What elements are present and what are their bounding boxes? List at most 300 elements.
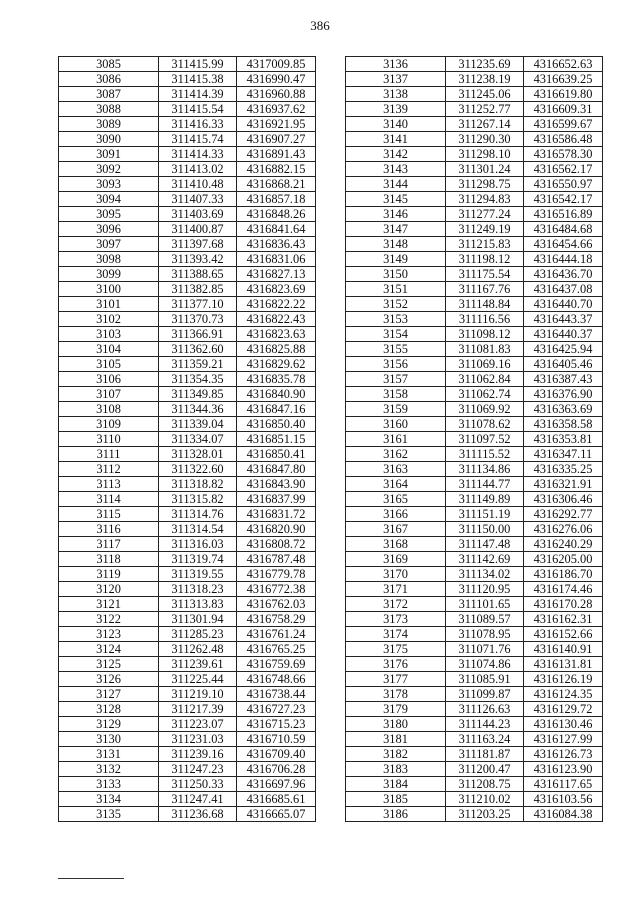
- point-number-cell: 3120: [59, 582, 159, 597]
- y-coordinate-cell: 4316808.72: [237, 537, 316, 552]
- y-coordinate-cell: 4316772.38: [237, 582, 316, 597]
- table-row: [346, 312, 603, 327]
- point-number-cell: 3093: [59, 177, 159, 192]
- x-coordinate-cell: 311219.10: [159, 687, 237, 702]
- table-row: [59, 582, 316, 597]
- table-row: [59, 387, 316, 402]
- y-coordinate-cell: 4316765.25: [237, 642, 316, 657]
- point-number-cell: 3090: [59, 132, 159, 147]
- table-row: [59, 162, 316, 177]
- table-row: [346, 417, 603, 432]
- x-coordinate-cell: 311262.48: [159, 642, 237, 657]
- x-coordinate-cell: 311415.38: [159, 72, 237, 87]
- point-number-cell: 3151: [346, 282, 446, 297]
- table-row: [346, 627, 603, 642]
- x-coordinate-cell: 311315.82: [159, 492, 237, 507]
- table-row: [59, 507, 316, 522]
- x-coordinate-cell: 311208.75: [446, 777, 524, 792]
- y-coordinate-cell: 4316443.37: [524, 312, 603, 327]
- y-coordinate-cell: 4316516.89: [524, 207, 603, 222]
- y-coordinate-cell: 4316738.44: [237, 687, 316, 702]
- y-coordinate-cell: 4316822.43: [237, 312, 316, 327]
- point-number-cell: 3130: [59, 732, 159, 747]
- point-number-cell: 3100: [59, 282, 159, 297]
- point-number-cell: 3144: [346, 177, 446, 192]
- table-row: [346, 462, 603, 477]
- y-coordinate-cell: 4316831.72: [237, 507, 316, 522]
- y-coordinate-cell: 4316685.61: [237, 792, 316, 807]
- x-coordinate-cell: 311120.95: [446, 582, 524, 597]
- x-coordinate-cell: 311134.02: [446, 567, 524, 582]
- table-row: [59, 747, 316, 762]
- y-coordinate-cell: 4316825.88: [237, 342, 316, 357]
- y-coordinate-cell: 4316550.97: [524, 177, 603, 192]
- table-row: [346, 432, 603, 447]
- y-coordinate-cell: 4316117.65: [524, 777, 603, 792]
- point-number-cell: 3180: [346, 717, 446, 732]
- x-coordinate-cell: 311078.62: [446, 417, 524, 432]
- x-coordinate-cell: 311407.33: [159, 192, 237, 207]
- point-number-cell: 3179: [346, 702, 446, 717]
- x-coordinate-cell: 311217.39: [159, 702, 237, 717]
- table-row: [59, 327, 316, 342]
- y-coordinate-cell: 4316820.90: [237, 522, 316, 537]
- table-row: [346, 357, 603, 372]
- x-coordinate-cell: 311400.87: [159, 222, 237, 237]
- point-number-cell: 3118: [59, 552, 159, 567]
- point-number-cell: 3116: [59, 522, 159, 537]
- x-coordinate-cell: 311414.39: [159, 87, 237, 102]
- point-number-cell: 3156: [346, 357, 446, 372]
- table-row: [346, 477, 603, 492]
- point-number-cell: 3146: [346, 207, 446, 222]
- y-coordinate-cell: 4316921.95: [237, 117, 316, 132]
- y-coordinate-cell: 4316891.43: [237, 147, 316, 162]
- point-number-cell: 3103: [59, 327, 159, 342]
- point-number-cell: 3123: [59, 627, 159, 642]
- y-coordinate-cell: 4316124.35: [524, 687, 603, 702]
- table-row: [59, 627, 316, 642]
- table-row: [59, 132, 316, 147]
- x-coordinate-cell: 311298.10: [446, 147, 524, 162]
- table-row: [346, 732, 603, 747]
- table-row: [59, 567, 316, 582]
- point-number-cell: 3086: [59, 72, 159, 87]
- point-number-cell: 3125: [59, 657, 159, 672]
- x-coordinate-cell: 311354.35: [159, 372, 237, 387]
- x-coordinate-cell: 311235.69: [446, 57, 524, 72]
- point-number-cell: 3095: [59, 207, 159, 222]
- x-coordinate-cell: 311148.84: [446, 297, 524, 312]
- point-number-cell: 3175: [346, 642, 446, 657]
- table-row: [346, 387, 603, 402]
- x-coordinate-cell: 311181.87: [446, 747, 524, 762]
- point-number-cell: 3160: [346, 417, 446, 432]
- table-row: [346, 147, 603, 162]
- table-row: [59, 102, 316, 117]
- y-coordinate-cell: 4316131.81: [524, 657, 603, 672]
- x-coordinate-cell: 311415.99: [159, 57, 237, 72]
- y-coordinate-cell: 4316907.27: [237, 132, 316, 147]
- point-number-cell: 3106: [59, 372, 159, 387]
- x-coordinate-cell: 311349.85: [159, 387, 237, 402]
- table-row: [59, 522, 316, 537]
- y-coordinate-cell: 4316823.69: [237, 282, 316, 297]
- table-row: [59, 657, 316, 672]
- x-coordinate-cell: 311414.33: [159, 147, 237, 162]
- coordinates-table-right: [345, 56, 603, 822]
- point-number-cell: 3182: [346, 747, 446, 762]
- x-coordinate-cell: 311151.19: [446, 507, 524, 522]
- y-coordinate-cell: 4316619.80: [524, 87, 603, 102]
- table-row: [59, 57, 316, 72]
- point-number-cell: 3119: [59, 567, 159, 582]
- x-coordinate-cell: 311062.84: [446, 372, 524, 387]
- y-coordinate-cell: 4316130.46: [524, 717, 603, 732]
- point-number-cell: 3176: [346, 657, 446, 672]
- point-number-cell: 3166: [346, 507, 446, 522]
- table-row: [346, 447, 603, 462]
- point-number-cell: 3096: [59, 222, 159, 237]
- point-number-cell: 3134: [59, 792, 159, 807]
- x-coordinate-cell: 311239.16: [159, 747, 237, 762]
- table-row: [346, 162, 603, 177]
- y-coordinate-cell: 4316405.46: [524, 357, 603, 372]
- table-row: [346, 222, 603, 237]
- point-number-cell: 3168: [346, 537, 446, 552]
- point-number-cell: 3099: [59, 267, 159, 282]
- y-coordinate-cell: 4316542.17: [524, 192, 603, 207]
- y-coordinate-cell: 4316761.24: [237, 627, 316, 642]
- table-row: [59, 477, 316, 492]
- footnote-rule: [58, 878, 124, 879]
- table-row: [346, 807, 603, 822]
- table-row: [346, 507, 603, 522]
- table-row: [59, 192, 316, 207]
- x-coordinate-cell: 311410.48: [159, 177, 237, 192]
- table-row: [346, 237, 603, 252]
- x-coordinate-cell: 311074.86: [446, 657, 524, 672]
- point-number-cell: 3164: [346, 477, 446, 492]
- x-coordinate-cell: 311319.74: [159, 552, 237, 567]
- point-number-cell: 3165: [346, 492, 446, 507]
- x-coordinate-cell: 311239.61: [159, 657, 237, 672]
- point-number-cell: 3183: [346, 762, 446, 777]
- y-coordinate-cell: 4316335.25: [524, 462, 603, 477]
- table-row: [59, 417, 316, 432]
- table-row: [346, 492, 603, 507]
- point-number-cell: 3101: [59, 297, 159, 312]
- point-number-cell: 3085: [59, 57, 159, 72]
- table-row: [59, 492, 316, 507]
- table-row: [59, 552, 316, 567]
- table-row: [346, 87, 603, 102]
- x-coordinate-cell: 311200.47: [446, 762, 524, 777]
- y-coordinate-cell: 4316882.15: [237, 162, 316, 177]
- x-coordinate-cell: 311147.48: [446, 537, 524, 552]
- table-row: [346, 282, 603, 297]
- x-coordinate-cell: 311252.77: [446, 102, 524, 117]
- point-number-cell: 3177: [346, 672, 446, 687]
- point-number-cell: 3186: [346, 807, 446, 822]
- y-coordinate-cell: 4316454.66: [524, 237, 603, 252]
- point-number-cell: 3089: [59, 117, 159, 132]
- y-coordinate-cell: 4316440.70: [524, 297, 603, 312]
- y-coordinate-cell: 4316835.78: [237, 372, 316, 387]
- table-row: [346, 552, 603, 567]
- x-coordinate-cell: 311175.54: [446, 267, 524, 282]
- y-coordinate-cell: 4316276.06: [524, 522, 603, 537]
- point-number-cell: 3102: [59, 312, 159, 327]
- table-row: [346, 582, 603, 597]
- y-coordinate-cell: 4316847.16: [237, 402, 316, 417]
- table-row: [59, 117, 316, 132]
- x-coordinate-cell: 311314.76: [159, 507, 237, 522]
- y-coordinate-cell: 4316960.88: [237, 87, 316, 102]
- table-row: [59, 252, 316, 267]
- point-number-cell: 3107: [59, 387, 159, 402]
- y-coordinate-cell: 4316822.22: [237, 297, 316, 312]
- x-coordinate-cell: 311301.94: [159, 612, 237, 627]
- table-row: [59, 312, 316, 327]
- table-row: [59, 462, 316, 477]
- x-coordinate-cell: 311334.07: [159, 432, 237, 447]
- table-row: [346, 207, 603, 222]
- table-row: [346, 537, 603, 552]
- x-coordinate-cell: 311377.10: [159, 297, 237, 312]
- x-coordinate-cell: 311382.85: [159, 282, 237, 297]
- x-coordinate-cell: 311062.74: [446, 387, 524, 402]
- x-coordinate-cell: 311362.60: [159, 342, 237, 357]
- y-coordinate-cell: 4316715.23: [237, 717, 316, 732]
- y-coordinate-cell: 4316440.37: [524, 327, 603, 342]
- y-coordinate-cell: 4316103.56: [524, 792, 603, 807]
- y-coordinate-cell: 4316850.41: [237, 447, 316, 462]
- x-coordinate-cell: 311215.83: [446, 237, 524, 252]
- table-row: [346, 342, 603, 357]
- coordinates-table-left: [58, 56, 316, 822]
- x-coordinate-cell: 311115.52: [446, 447, 524, 462]
- table-row: [59, 732, 316, 747]
- x-coordinate-cell: 311116.56: [446, 312, 524, 327]
- y-coordinate-cell: 4316444.18: [524, 252, 603, 267]
- table-row: [346, 792, 603, 807]
- point-number-cell: 3109: [59, 417, 159, 432]
- x-coordinate-cell: 311339.04: [159, 417, 237, 432]
- y-coordinate-cell: 4316609.31: [524, 102, 603, 117]
- x-coordinate-cell: 311249.19: [446, 222, 524, 237]
- y-coordinate-cell: 4316831.06: [237, 252, 316, 267]
- table-row: [346, 372, 603, 387]
- table-row: [59, 147, 316, 162]
- x-coordinate-cell: 311415.54: [159, 102, 237, 117]
- point-number-cell: 3174: [346, 627, 446, 642]
- y-coordinate-cell: 4316759.69: [237, 657, 316, 672]
- x-coordinate-cell: 311250.33: [159, 777, 237, 792]
- table-row: [59, 282, 316, 297]
- y-coordinate-cell: 4316727.23: [237, 702, 316, 717]
- y-coordinate-cell: 4316152.66: [524, 627, 603, 642]
- point-number-cell: 3105: [59, 357, 159, 372]
- x-coordinate-cell: 311126.63: [446, 702, 524, 717]
- point-number-cell: 3126: [59, 672, 159, 687]
- point-number-cell: 3161: [346, 432, 446, 447]
- point-number-cell: 3155: [346, 342, 446, 357]
- x-coordinate-cell: 311142.69: [446, 552, 524, 567]
- y-coordinate-cell: 4316665.07: [237, 807, 316, 822]
- point-number-cell: 3184: [346, 777, 446, 792]
- point-number-cell: 3122: [59, 612, 159, 627]
- table-row: [59, 342, 316, 357]
- table-row: [59, 72, 316, 87]
- point-number-cell: 3136: [346, 57, 446, 72]
- y-coordinate-cell: 4316127.99: [524, 732, 603, 747]
- point-number-cell: 3167: [346, 522, 446, 537]
- table-row: [59, 177, 316, 192]
- point-number-cell: 3091: [59, 147, 159, 162]
- point-number-cell: 3108: [59, 402, 159, 417]
- table-row: [59, 702, 316, 717]
- y-coordinate-cell: 4316843.90: [237, 477, 316, 492]
- point-number-cell: 3113: [59, 477, 159, 492]
- y-coordinate-cell: 4316363.69: [524, 402, 603, 417]
- y-coordinate-cell: 4316387.43: [524, 372, 603, 387]
- y-coordinate-cell: 4317009.85: [237, 57, 316, 72]
- x-coordinate-cell: 311267.14: [446, 117, 524, 132]
- point-number-cell: 3132: [59, 762, 159, 777]
- y-coordinate-cell: 4316205.00: [524, 552, 603, 567]
- point-number-cell: 3170: [346, 567, 446, 582]
- table-row: [59, 687, 316, 702]
- point-number-cell: 3088: [59, 102, 159, 117]
- point-number-cell: 3152: [346, 297, 446, 312]
- table-row: [346, 402, 603, 417]
- point-number-cell: 3114: [59, 492, 159, 507]
- y-coordinate-cell: 4316829.62: [237, 357, 316, 372]
- y-coordinate-cell: 4316762.03: [237, 597, 316, 612]
- point-number-cell: 3173: [346, 612, 446, 627]
- y-coordinate-cell: 4316848.26: [237, 207, 316, 222]
- x-coordinate-cell: 311150.00: [446, 522, 524, 537]
- x-coordinate-cell: 311081.83: [446, 342, 524, 357]
- page-number: 386: [310, 18, 330, 33]
- x-coordinate-cell: 311298.75: [446, 177, 524, 192]
- table-row: [346, 297, 603, 312]
- table-row: [346, 132, 603, 147]
- table-row: [59, 237, 316, 252]
- y-coordinate-cell: 4316347.11: [524, 447, 603, 462]
- x-coordinate-cell: 311388.65: [159, 267, 237, 282]
- y-coordinate-cell: 4316639.25: [524, 72, 603, 87]
- x-coordinate-cell: 311134.86: [446, 462, 524, 477]
- table-row: [59, 777, 316, 792]
- y-coordinate-cell: 4316851.15: [237, 432, 316, 447]
- x-coordinate-cell: 311277.24: [446, 207, 524, 222]
- table-row: [59, 207, 316, 222]
- table-row: [346, 717, 603, 732]
- table-row: [346, 267, 603, 282]
- y-coordinate-cell: 4316321.91: [524, 477, 603, 492]
- table-row: [59, 402, 316, 417]
- point-number-cell: 3117: [59, 537, 159, 552]
- point-number-cell: 3158: [346, 387, 446, 402]
- y-coordinate-cell: 4316170.28: [524, 597, 603, 612]
- table-row: [346, 72, 603, 87]
- table-row: [346, 177, 603, 192]
- y-coordinate-cell: 4316186.70: [524, 567, 603, 582]
- y-coordinate-cell: 4316840.90: [237, 387, 316, 402]
- point-number-cell: 3133: [59, 777, 159, 792]
- x-coordinate-cell: 311359.21: [159, 357, 237, 372]
- x-coordinate-cell: 311144.77: [446, 477, 524, 492]
- point-number-cell: 3127: [59, 687, 159, 702]
- table-row: [346, 522, 603, 537]
- x-coordinate-cell: 311231.03: [159, 732, 237, 747]
- x-coordinate-cell: 311225.44: [159, 672, 237, 687]
- y-coordinate-cell: 4316240.29: [524, 537, 603, 552]
- point-number-cell: 3094: [59, 192, 159, 207]
- x-coordinate-cell: 311318.23: [159, 582, 237, 597]
- y-coordinate-cell: 4316129.72: [524, 702, 603, 717]
- point-number-cell: 3147: [346, 222, 446, 237]
- x-coordinate-cell: 311370.73: [159, 312, 237, 327]
- table-row: [346, 192, 603, 207]
- table-row: [59, 357, 316, 372]
- table-row: [59, 267, 316, 282]
- table-row: [59, 87, 316, 102]
- point-number-cell: 3185: [346, 792, 446, 807]
- x-coordinate-cell: 311163.24: [446, 732, 524, 747]
- point-number-cell: 3142: [346, 147, 446, 162]
- y-coordinate-cell: 4316562.17: [524, 162, 603, 177]
- point-number-cell: 3143: [346, 162, 446, 177]
- table-row: [59, 672, 316, 687]
- x-coordinate-cell: 311413.02: [159, 162, 237, 177]
- table-row: [346, 252, 603, 267]
- y-coordinate-cell: 4316162.31: [524, 612, 603, 627]
- y-coordinate-cell: 4316697.96: [237, 777, 316, 792]
- x-coordinate-cell: 311319.55: [159, 567, 237, 582]
- point-number-cell: 3098: [59, 252, 159, 267]
- table-row: [59, 222, 316, 237]
- y-coordinate-cell: 4316836.43: [237, 237, 316, 252]
- point-number-cell: 3171: [346, 582, 446, 597]
- point-number-cell: 3162: [346, 447, 446, 462]
- point-number-cell: 3124: [59, 642, 159, 657]
- table-row: [346, 57, 603, 72]
- table-row: [59, 717, 316, 732]
- y-coordinate-cell: 4316174.46: [524, 582, 603, 597]
- point-number-cell: 3159: [346, 402, 446, 417]
- y-coordinate-cell: 4316758.29: [237, 612, 316, 627]
- x-coordinate-cell: 311247.41: [159, 792, 237, 807]
- x-coordinate-cell: 311314.54: [159, 522, 237, 537]
- x-coordinate-cell: 311210.02: [446, 792, 524, 807]
- point-number-cell: 3138: [346, 87, 446, 102]
- x-coordinate-cell: 311236.68: [159, 807, 237, 822]
- y-coordinate-cell: 4316709.40: [237, 747, 316, 762]
- point-number-cell: 3153: [346, 312, 446, 327]
- x-coordinate-cell: 311294.83: [446, 192, 524, 207]
- x-coordinate-cell: 311238.19: [446, 72, 524, 87]
- y-coordinate-cell: 4316837.99: [237, 492, 316, 507]
- y-coordinate-cell: 4316857.18: [237, 192, 316, 207]
- point-number-cell: 3110: [59, 432, 159, 447]
- y-coordinate-cell: 4316847.80: [237, 462, 316, 477]
- y-coordinate-cell: 4316437.08: [524, 282, 603, 297]
- x-coordinate-cell: 311247.23: [159, 762, 237, 777]
- x-coordinate-cell: 311099.87: [446, 687, 524, 702]
